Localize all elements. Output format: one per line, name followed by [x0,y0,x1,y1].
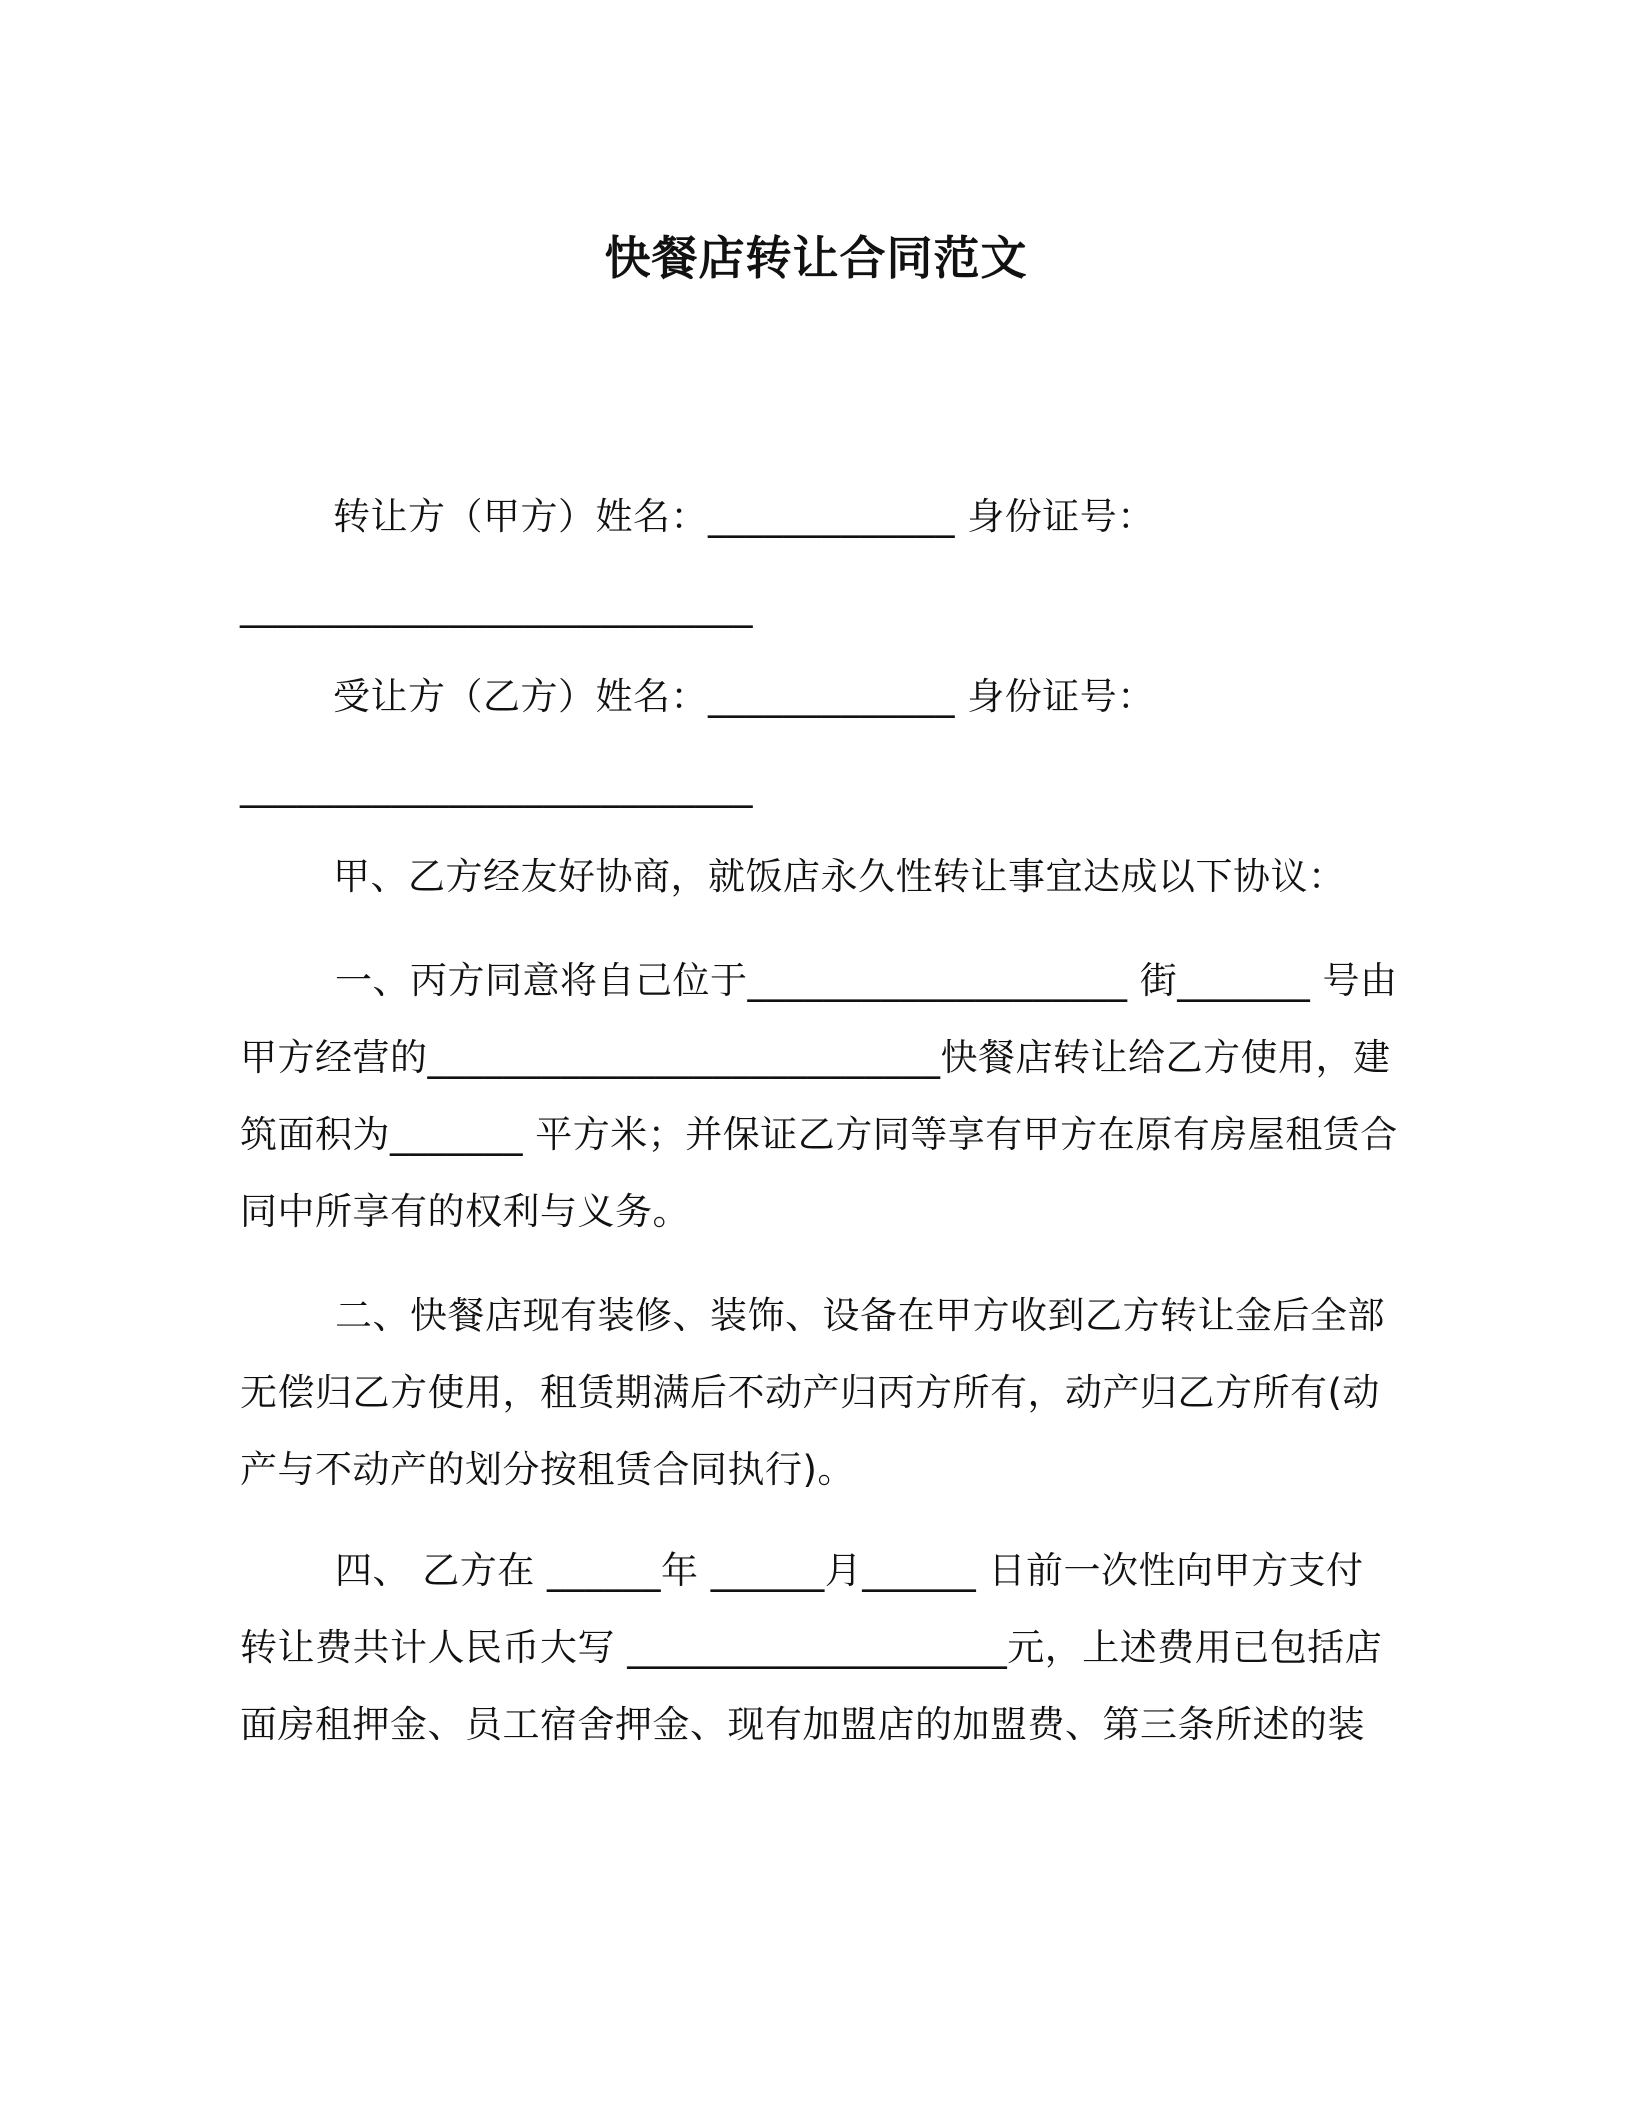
intro-paragraph: 甲、乙方经友好协商，就饭店永久性转让事宜达成以下协议： [333,855,1346,898]
document-title: 快餐店转让合同范文 [604,231,1028,285]
party-a-line: 转让方（甲方）姓名：_____________ 身份证号： [333,495,1155,538]
party-b-id-blank: ___________________________ [240,765,753,808]
clause-4-paragraph: 四、 乙方在 ______年 ______月______ 日前一次性向甲方支付转让费共计人民币大写 ____________________元，上述费用已包括店面房租押金、员工宿舍押金、现有加盟店的加盟费、第三条所述的装 [240,1549,1383,1746]
clause-1-paragraph: 一、丙方同意将自己位于____________________ 街_______ 号由甲方经营的___________________________快餐店转让给乙方使用，建筑面积为_______ 平方米；并保证乙方同等享有甲方在原有房屋租赁合同中所享有的权利与义务。 [240,959,1398,1233]
clause-2-paragraph: 二、快餐店现有装修、装饰、设备在甲方收到乙方转让金后全部无偿归乙方使用，租赁期满后不动产归丙方所有，动产归乙方所有(动产与不动产的划分按租赁合同执行)。 [240,1294,1385,1491]
party-a-id-blank: ___________________________ [240,585,753,628]
party-b-line: 受让方（乙方）姓名：_____________ 身份证号： [333,675,1155,718]
